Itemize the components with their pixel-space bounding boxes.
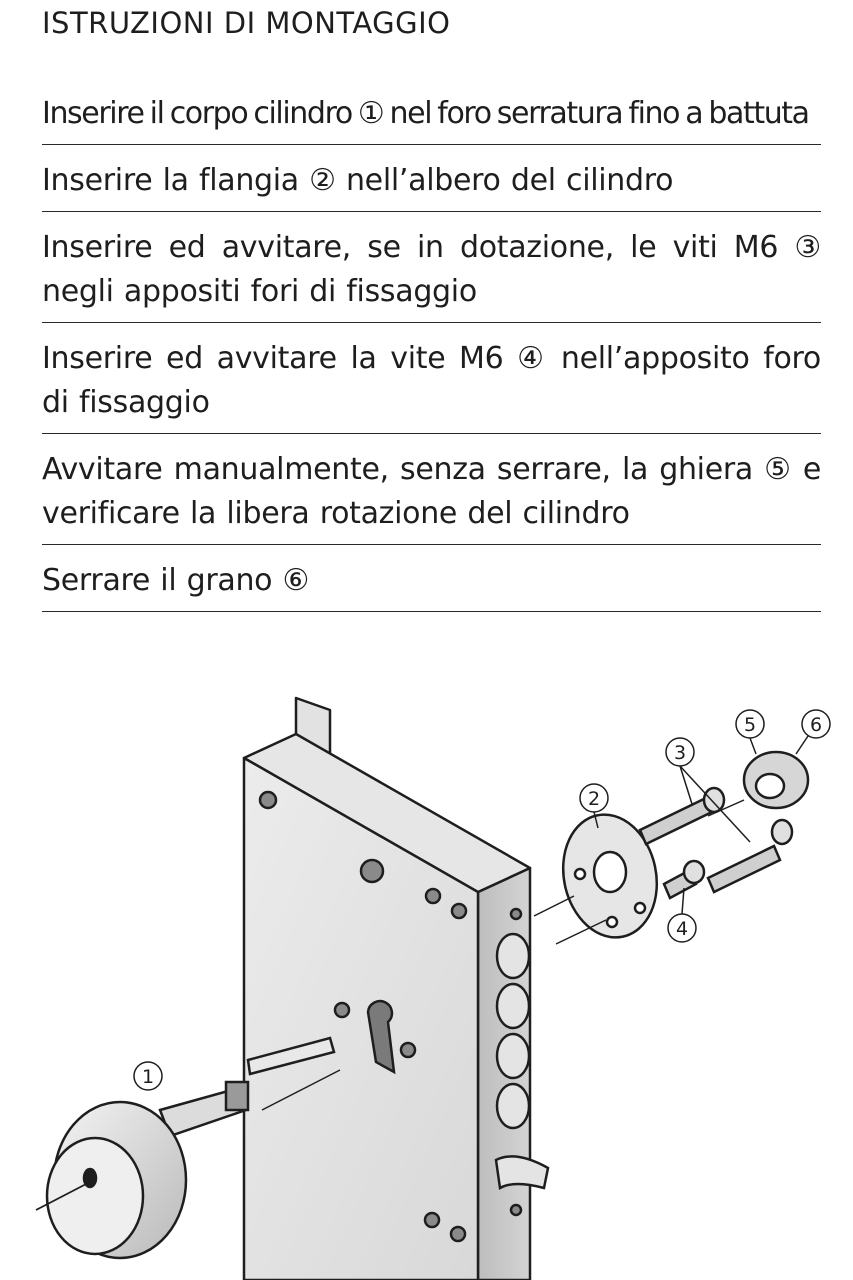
lock-body [244,698,530,1280]
instruction-step-4: Inserire ed avvitare la vite M6 ④ nell’apposito foro di fissaggio [42,337,821,434]
svg-text:3: 3 [673,742,687,764]
callout-5 [736,710,764,754]
assembly-diagram [0,640,853,1280]
instruction-step-6: Serrare il grano ⑥ [42,559,821,612]
instruction-list [42,92,821,612]
instruction-step-1: Inserire il corpo cilindro ① nel foro serratura fino a battuta [42,92,821,145]
callout-1 [134,1062,162,1090]
svg-text:5: 5 [743,714,757,736]
svg-text:2: 2 [587,788,601,810]
axis-line [534,896,574,916]
instruction-step-5: Avvitare manualmente, senza serrare, la ghiera ⑤ e verificare la libera rotazione del cilindro [42,448,821,545]
ring-nut [744,752,808,808]
svg-text:4: 4 [675,918,689,940]
svg-text:6: 6 [809,714,823,736]
page-title: ISTRUZIONI DI MONTAGGIO [42,6,451,40]
instruction-step-3: Inserire ed avvitare, se in dotazione, le viti M6 ③ negli appositi fori di fissaggio [42,226,821,323]
callout-6 [796,710,830,754]
svg-text:1: 1 [141,1066,155,1088]
instruction-step-2: Inserire la flangia ② nell’albero del cilindro [42,159,821,212]
